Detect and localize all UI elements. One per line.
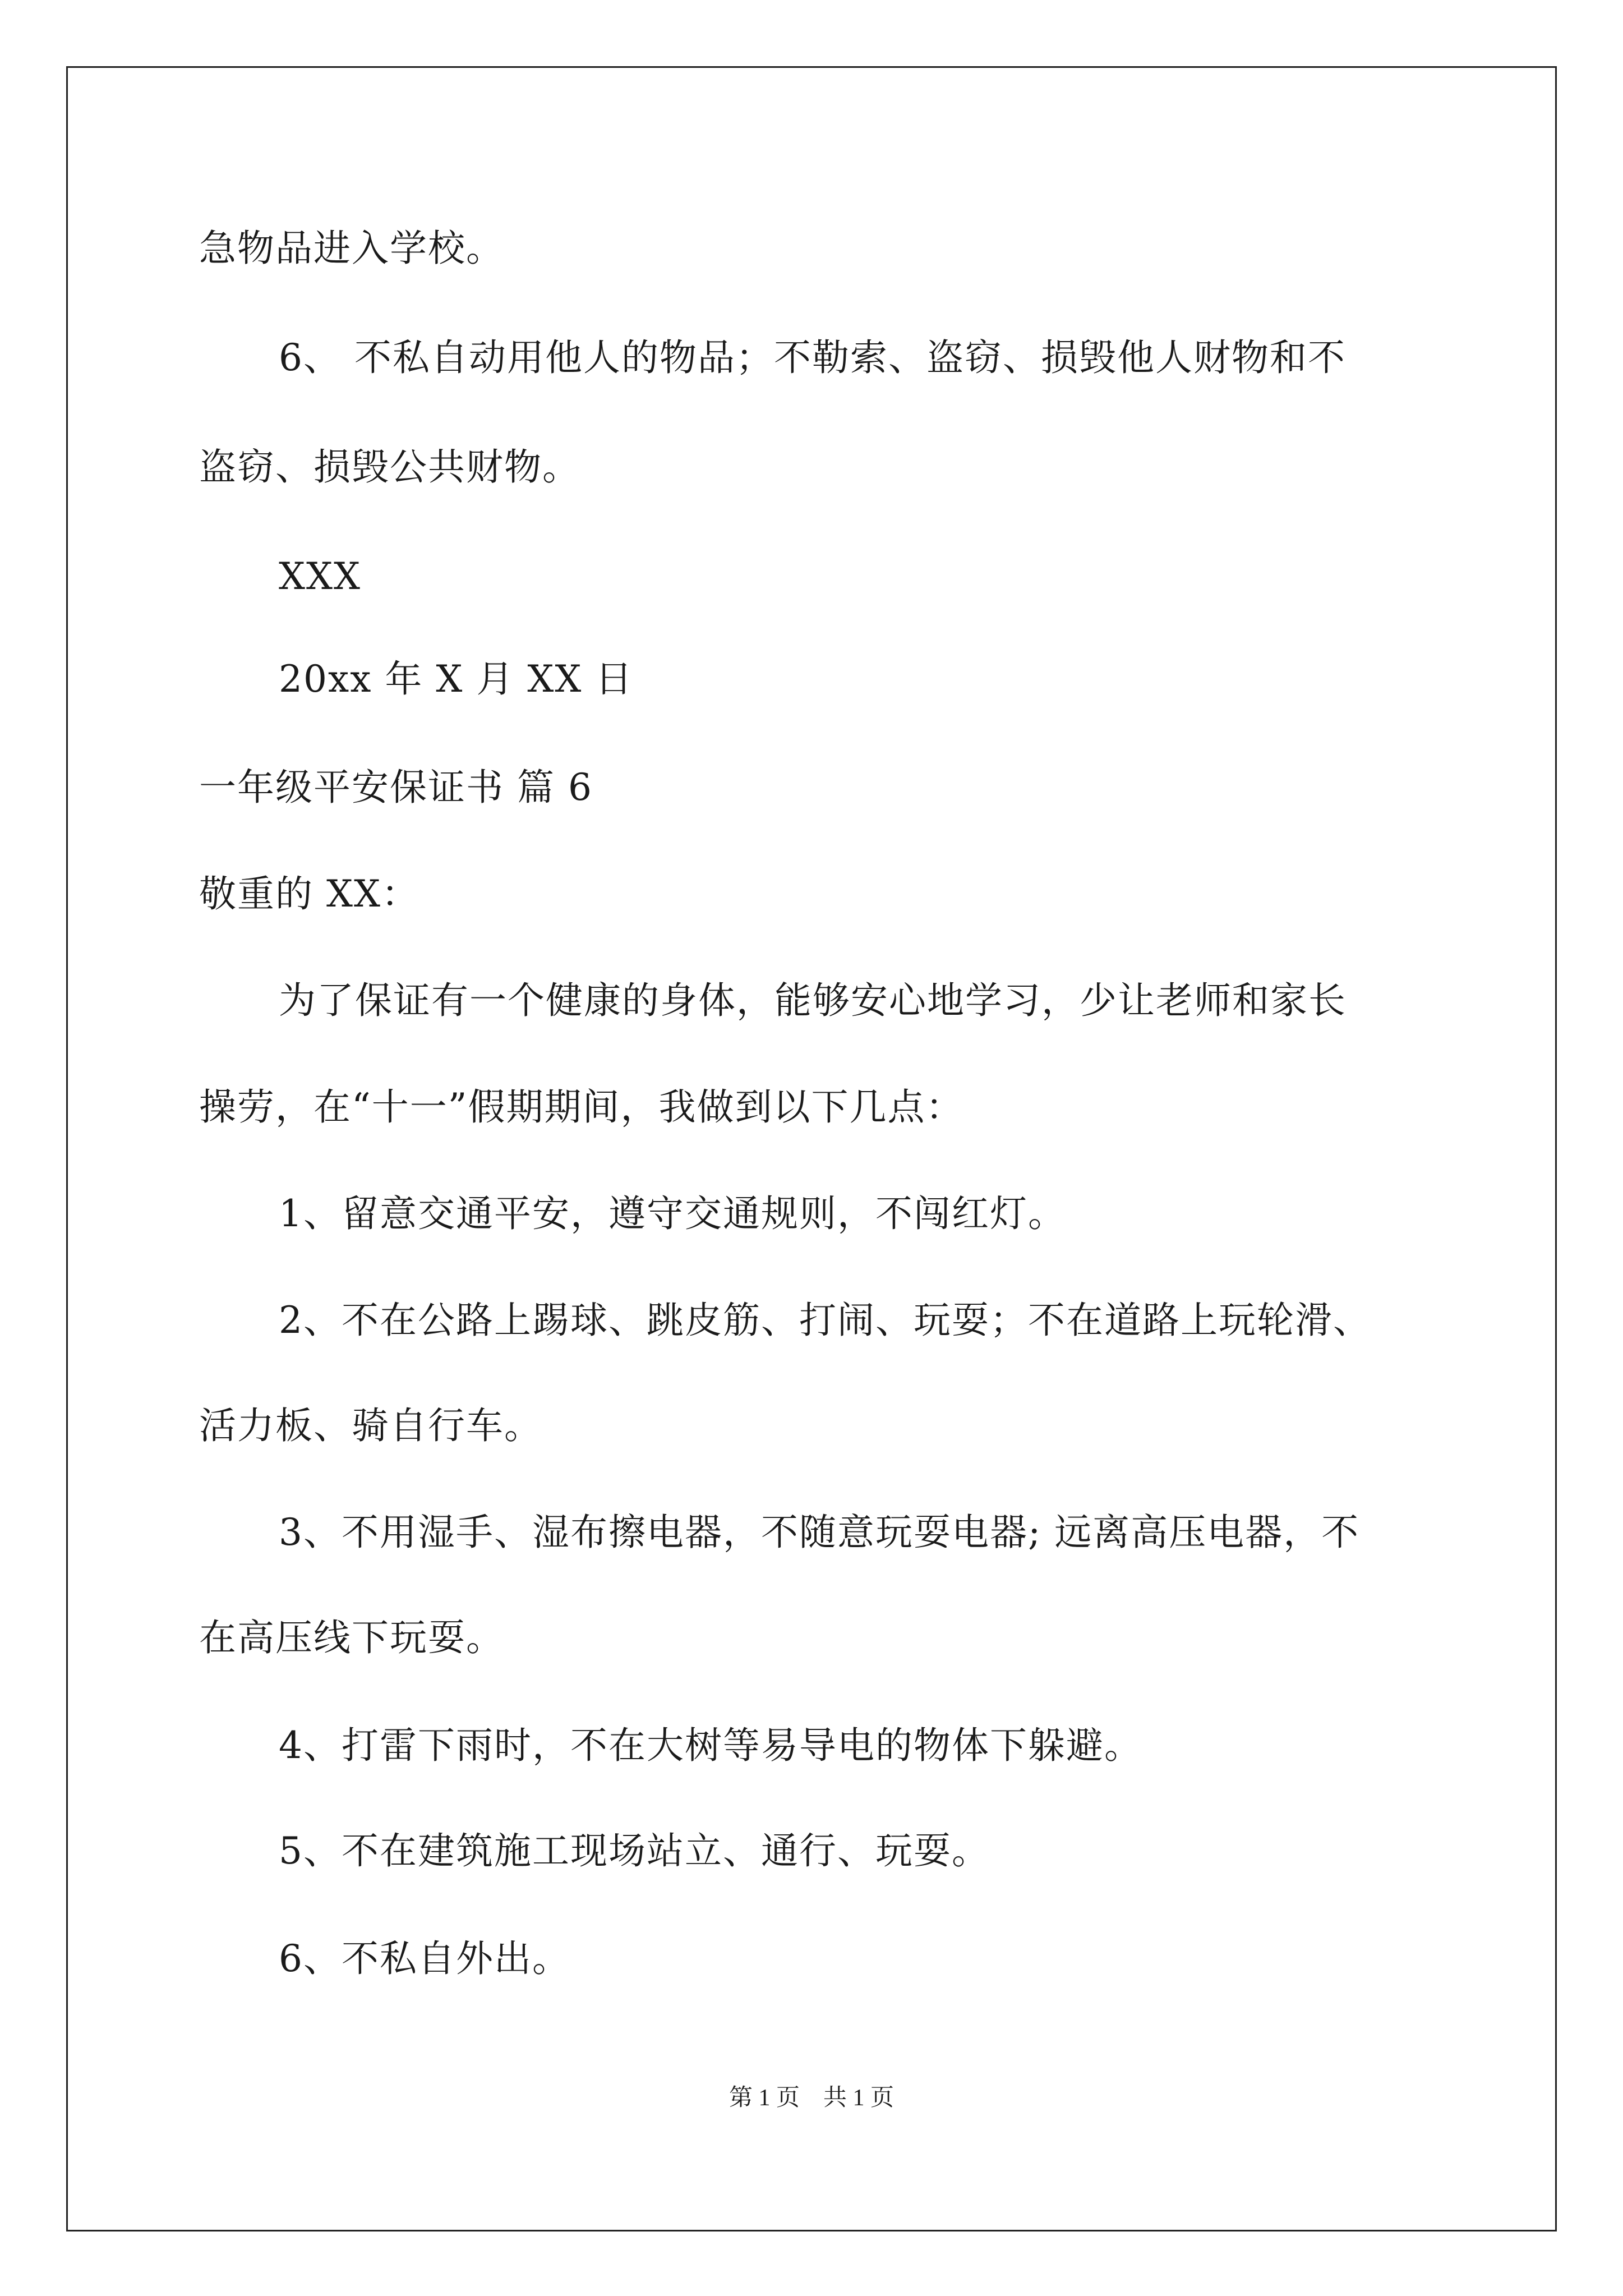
text-line: 盗窃、损毁公共财物。 — [199, 445, 580, 489]
text-line: 为了保证有一个健康的身体，能够安心地学习，少让老师和家长 — [279, 979, 1347, 1022]
text-line: 操劳，在“十一”假期期间，我做到以下几点： — [199, 1085, 964, 1129]
text-line: 活力板、骑自行车。 — [199, 1404, 542, 1447]
page-number: 第 1 页 共 1 页 — [728, 2085, 894, 2111]
text-line: 在高压线下玩耍。 — [199, 1616, 504, 1659]
signature-date: 20xx 年 X 月 XX 日 — [279, 657, 634, 701]
list-item: 2、不在公路上踢球、跳皮筋、打闹、玩耍；不在道路上玩轮滑、 — [279, 1299, 1371, 1342]
text-line: 急物品进入学校。 — [199, 227, 504, 270]
signature-name: XXX — [279, 555, 361, 598]
section-heading: 一年级平安保证书 篇 6 — [199, 766, 593, 809]
page-border — [66, 66, 1557, 2231]
list-item: 3、不用湿手、湿布擦电器，不随意玩耍电器; 远离高压电器，不 — [279, 1511, 1360, 1554]
text-line: 6、 不私自动用他人的物品；不勒索、盗窃、损毁他人财物和不 — [279, 336, 1346, 379]
list-item: 1、留意交通平安，遵守交通规则，不闯红灯。 — [279, 1192, 1066, 1235]
list-item: 6、不私自外出。 — [279, 1937, 570, 1980]
list-item: 4、打雷下雨时，不在大树等易导电的物体下躲避。 — [279, 1724, 1142, 1767]
salutation: 敬重的 XX： — [199, 872, 419, 915]
list-item: 5、不在建筑施工现场站立、通行、玩耍。 — [279, 1829, 990, 1872]
